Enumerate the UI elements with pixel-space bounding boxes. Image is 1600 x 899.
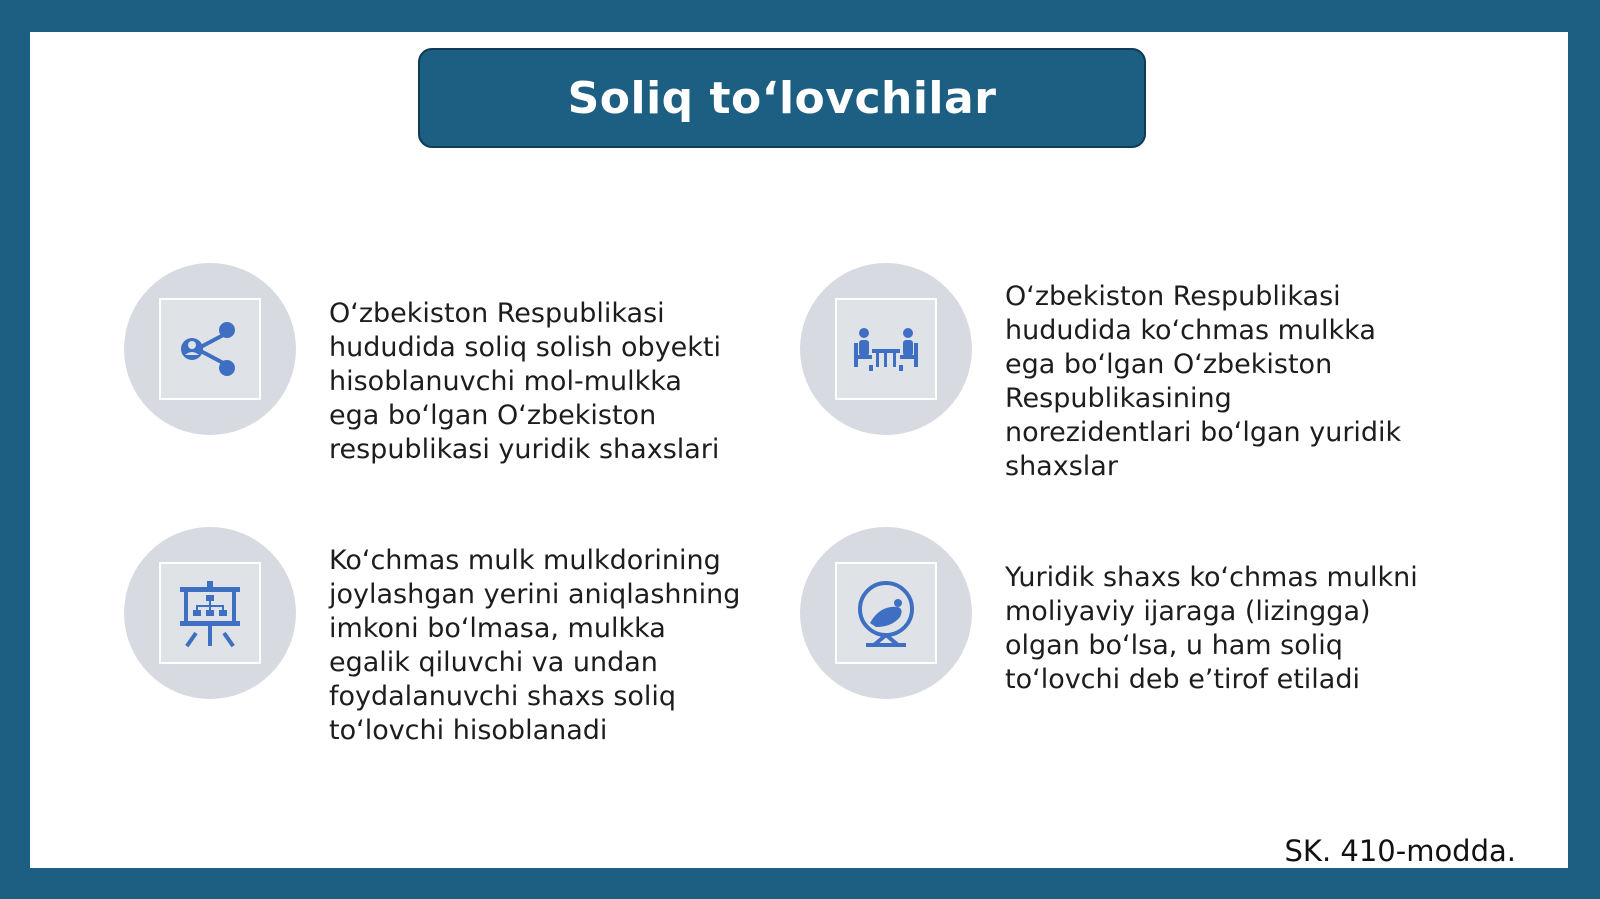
presentation-board-icon xyxy=(159,562,261,664)
legal-reference: SK. 410-modda. xyxy=(1284,834,1516,868)
payer-text-1: O‘zbekiston Respublikasi hududida soliq solish obyekti hisoblanuvchi mol-mulkka ega bo‘lgan O‘zbekiston respublikasi yuridik shaxslari xyxy=(329,298,722,465)
title-banner xyxy=(418,48,1146,148)
icon-circle xyxy=(800,263,972,435)
meeting-table-icon xyxy=(835,298,937,400)
payer-text-2: O‘zbekiston Respublikasi hududida ko‘chmas mulkka ega bo‘lgan O‘zbekiston Respublikasining norezidentlari bo‘lgan yuridik shaxslar xyxy=(1005,281,1402,482)
icon-circle xyxy=(124,527,296,699)
payer-text-4: Yuridik shaxs ko‘chmas mulkni moliyaviy ijaraga (lizingga) olgan bo‘lsa, u ham soliq to‘lovchi deb e’tirof etiladi xyxy=(1005,562,1418,695)
slide-title: Soliq to‘lovchilar xyxy=(567,72,997,124)
share-network-icon xyxy=(159,298,261,400)
icon-circle xyxy=(124,263,296,435)
icon-circle xyxy=(800,527,972,699)
hamster-wheel-icon xyxy=(835,562,937,664)
slide xyxy=(30,32,1568,868)
payer-text-3: Ko‘chmas mulk mulkdorining joylashgan yerini aniqlashning imkoni bo‘lmasa, mulkka egalik qiluvchi va undan foydalanuvchi shaxs soliq to‘lovchi hisoblanadi xyxy=(329,545,741,746)
